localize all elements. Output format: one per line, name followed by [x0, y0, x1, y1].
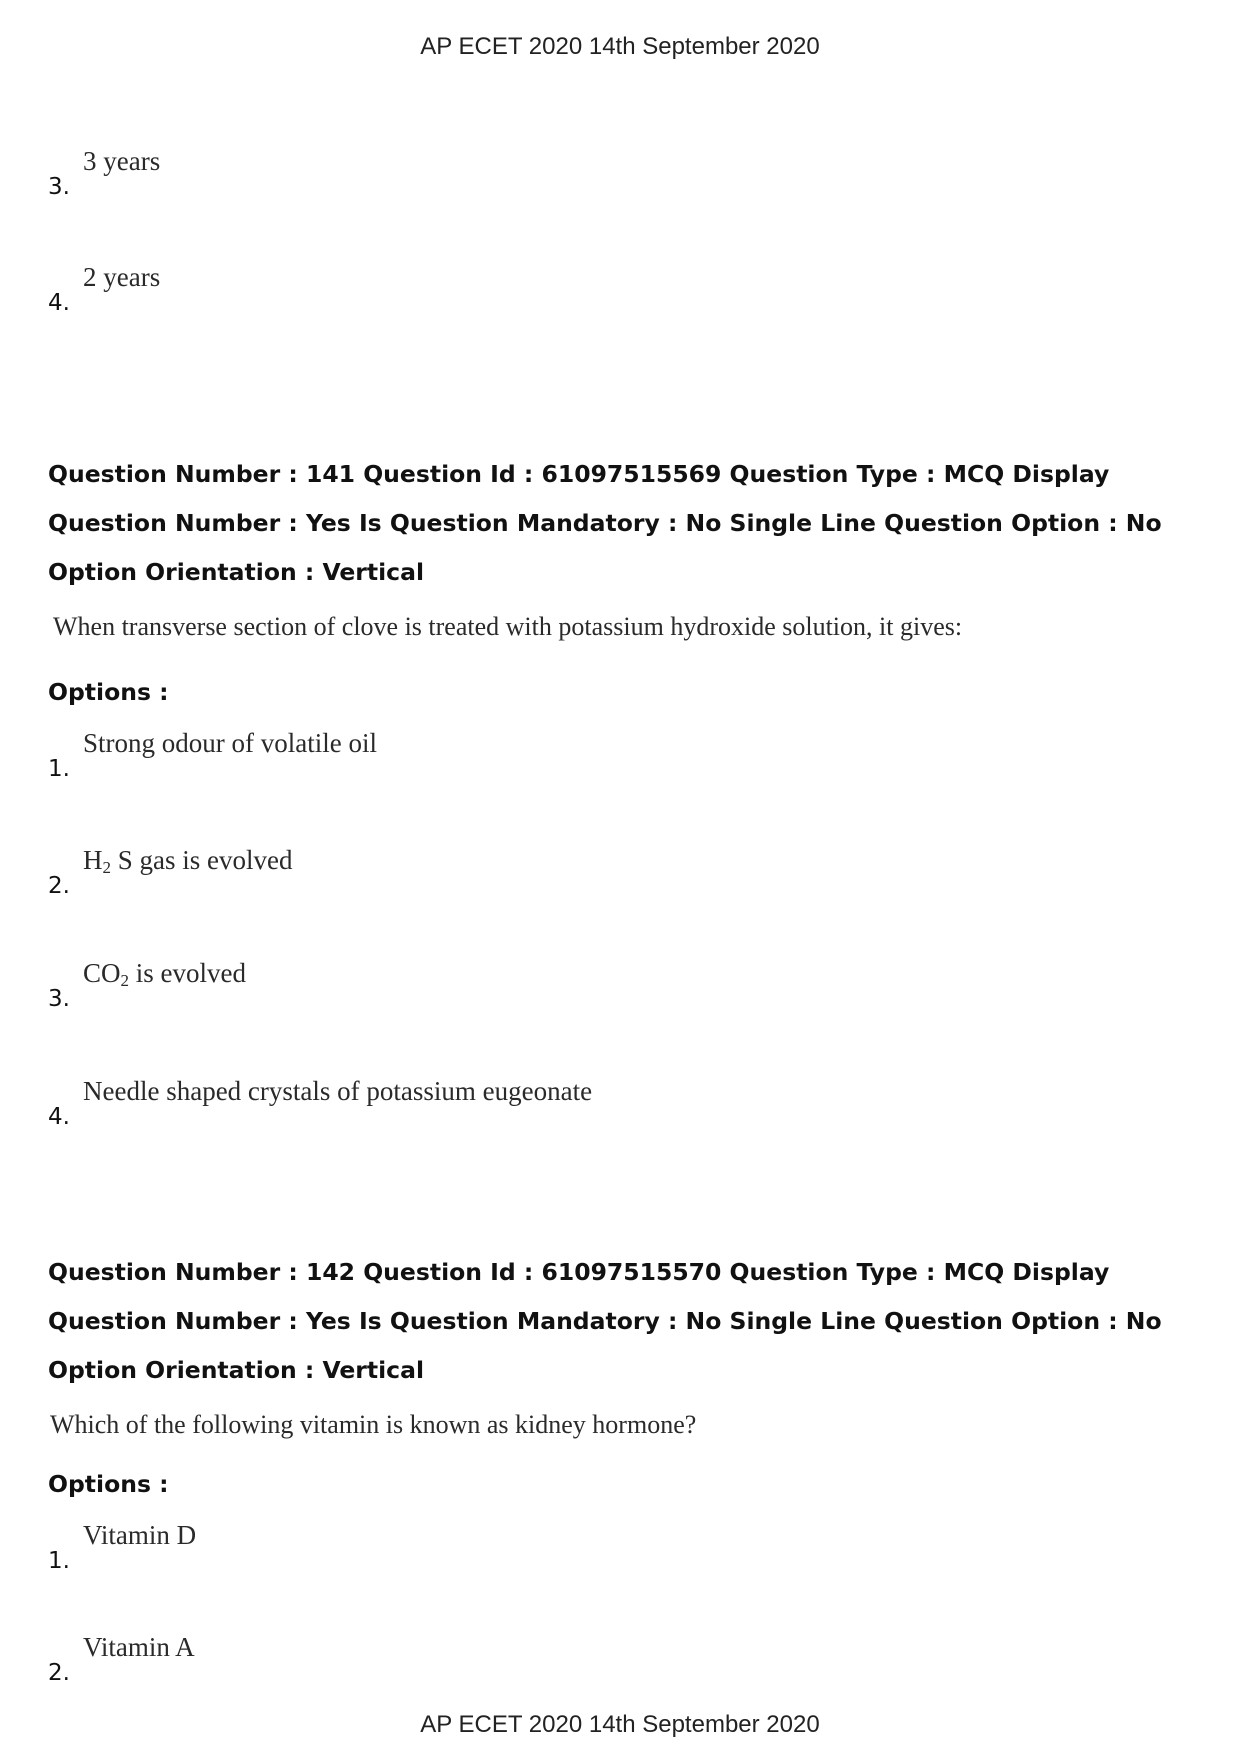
question-text-141: When transverse section of clove is treated with potassium hydroxide solution, it gives:: [53, 612, 963, 641]
option-text: Vitamin D: [83, 1520, 197, 1550]
option-text-post: S gas is evolved: [111, 845, 293, 875]
option-item[interactable]: [48, 728, 1148, 788]
option-number: 1.: [48, 756, 70, 782]
option-item[interactable]: [48, 262, 1148, 322]
option-number: 1.: [48, 1548, 70, 1574]
option-text: [83, 958, 246, 991]
option-text-pre: H: [83, 845, 103, 875]
option-item[interactable]: [48, 1632, 1148, 1692]
option-item[interactable]: [48, 146, 1148, 206]
option-text: Needle shaped crystals of potassium eugeonate: [83, 1076, 593, 1106]
option-number: 4.: [48, 290, 70, 316]
option-text-pre: CO: [83, 958, 121, 988]
option-number: 3.: [48, 174, 70, 200]
option-text: 2 years: [83, 262, 161, 292]
option-text: 3 years: [83, 146, 161, 176]
options-label: Options :: [48, 678, 169, 706]
option-text-post: is evolved: [129, 958, 246, 988]
option-text: Strong odour of volatile oil: [83, 728, 377, 758]
question-meta-141: Question Number : 141 Question Id : 61097515569 Question Type : MCQ Display Question Number : Yes Is Question Mandatory : No Single Line Question Option : No Option Orientation : Vertical: [48, 460, 1162, 586]
option-text: Vitamin A: [83, 1632, 195, 1662]
question-text-142: Which of the following vitamin is known as kidney hormone?: [50, 1410, 697, 1439]
page-header: AP ECET 2020 14th September 2020: [420, 33, 820, 60]
option-item[interactable]: [48, 845, 1148, 905]
option-number: 4.: [48, 1104, 70, 1130]
subscript: 2: [102, 858, 111, 877]
option-text: [83, 845, 293, 878]
option-item[interactable]: [48, 1520, 1148, 1580]
option-number: 2.: [48, 1660, 70, 1686]
option-item[interactable]: [48, 1076, 1148, 1136]
question-meta-142: Question Number : 142 Question Id : 61097515570 Question Type : MCQ Display Question Number : Yes Is Question Mandatory : No Single Line Question Option : No Option Orientation : Vertical: [48, 1258, 1162, 1384]
options-label: Options :: [48, 1470, 169, 1498]
option-number: 3.: [48, 986, 70, 1012]
option-number: 2.: [48, 873, 70, 899]
option-item[interactable]: [48, 958, 1148, 1018]
subscript: 2: [120, 971, 130, 990]
page-footer: AP ECET 2020 14th September 2020: [420, 1711, 820, 1738]
